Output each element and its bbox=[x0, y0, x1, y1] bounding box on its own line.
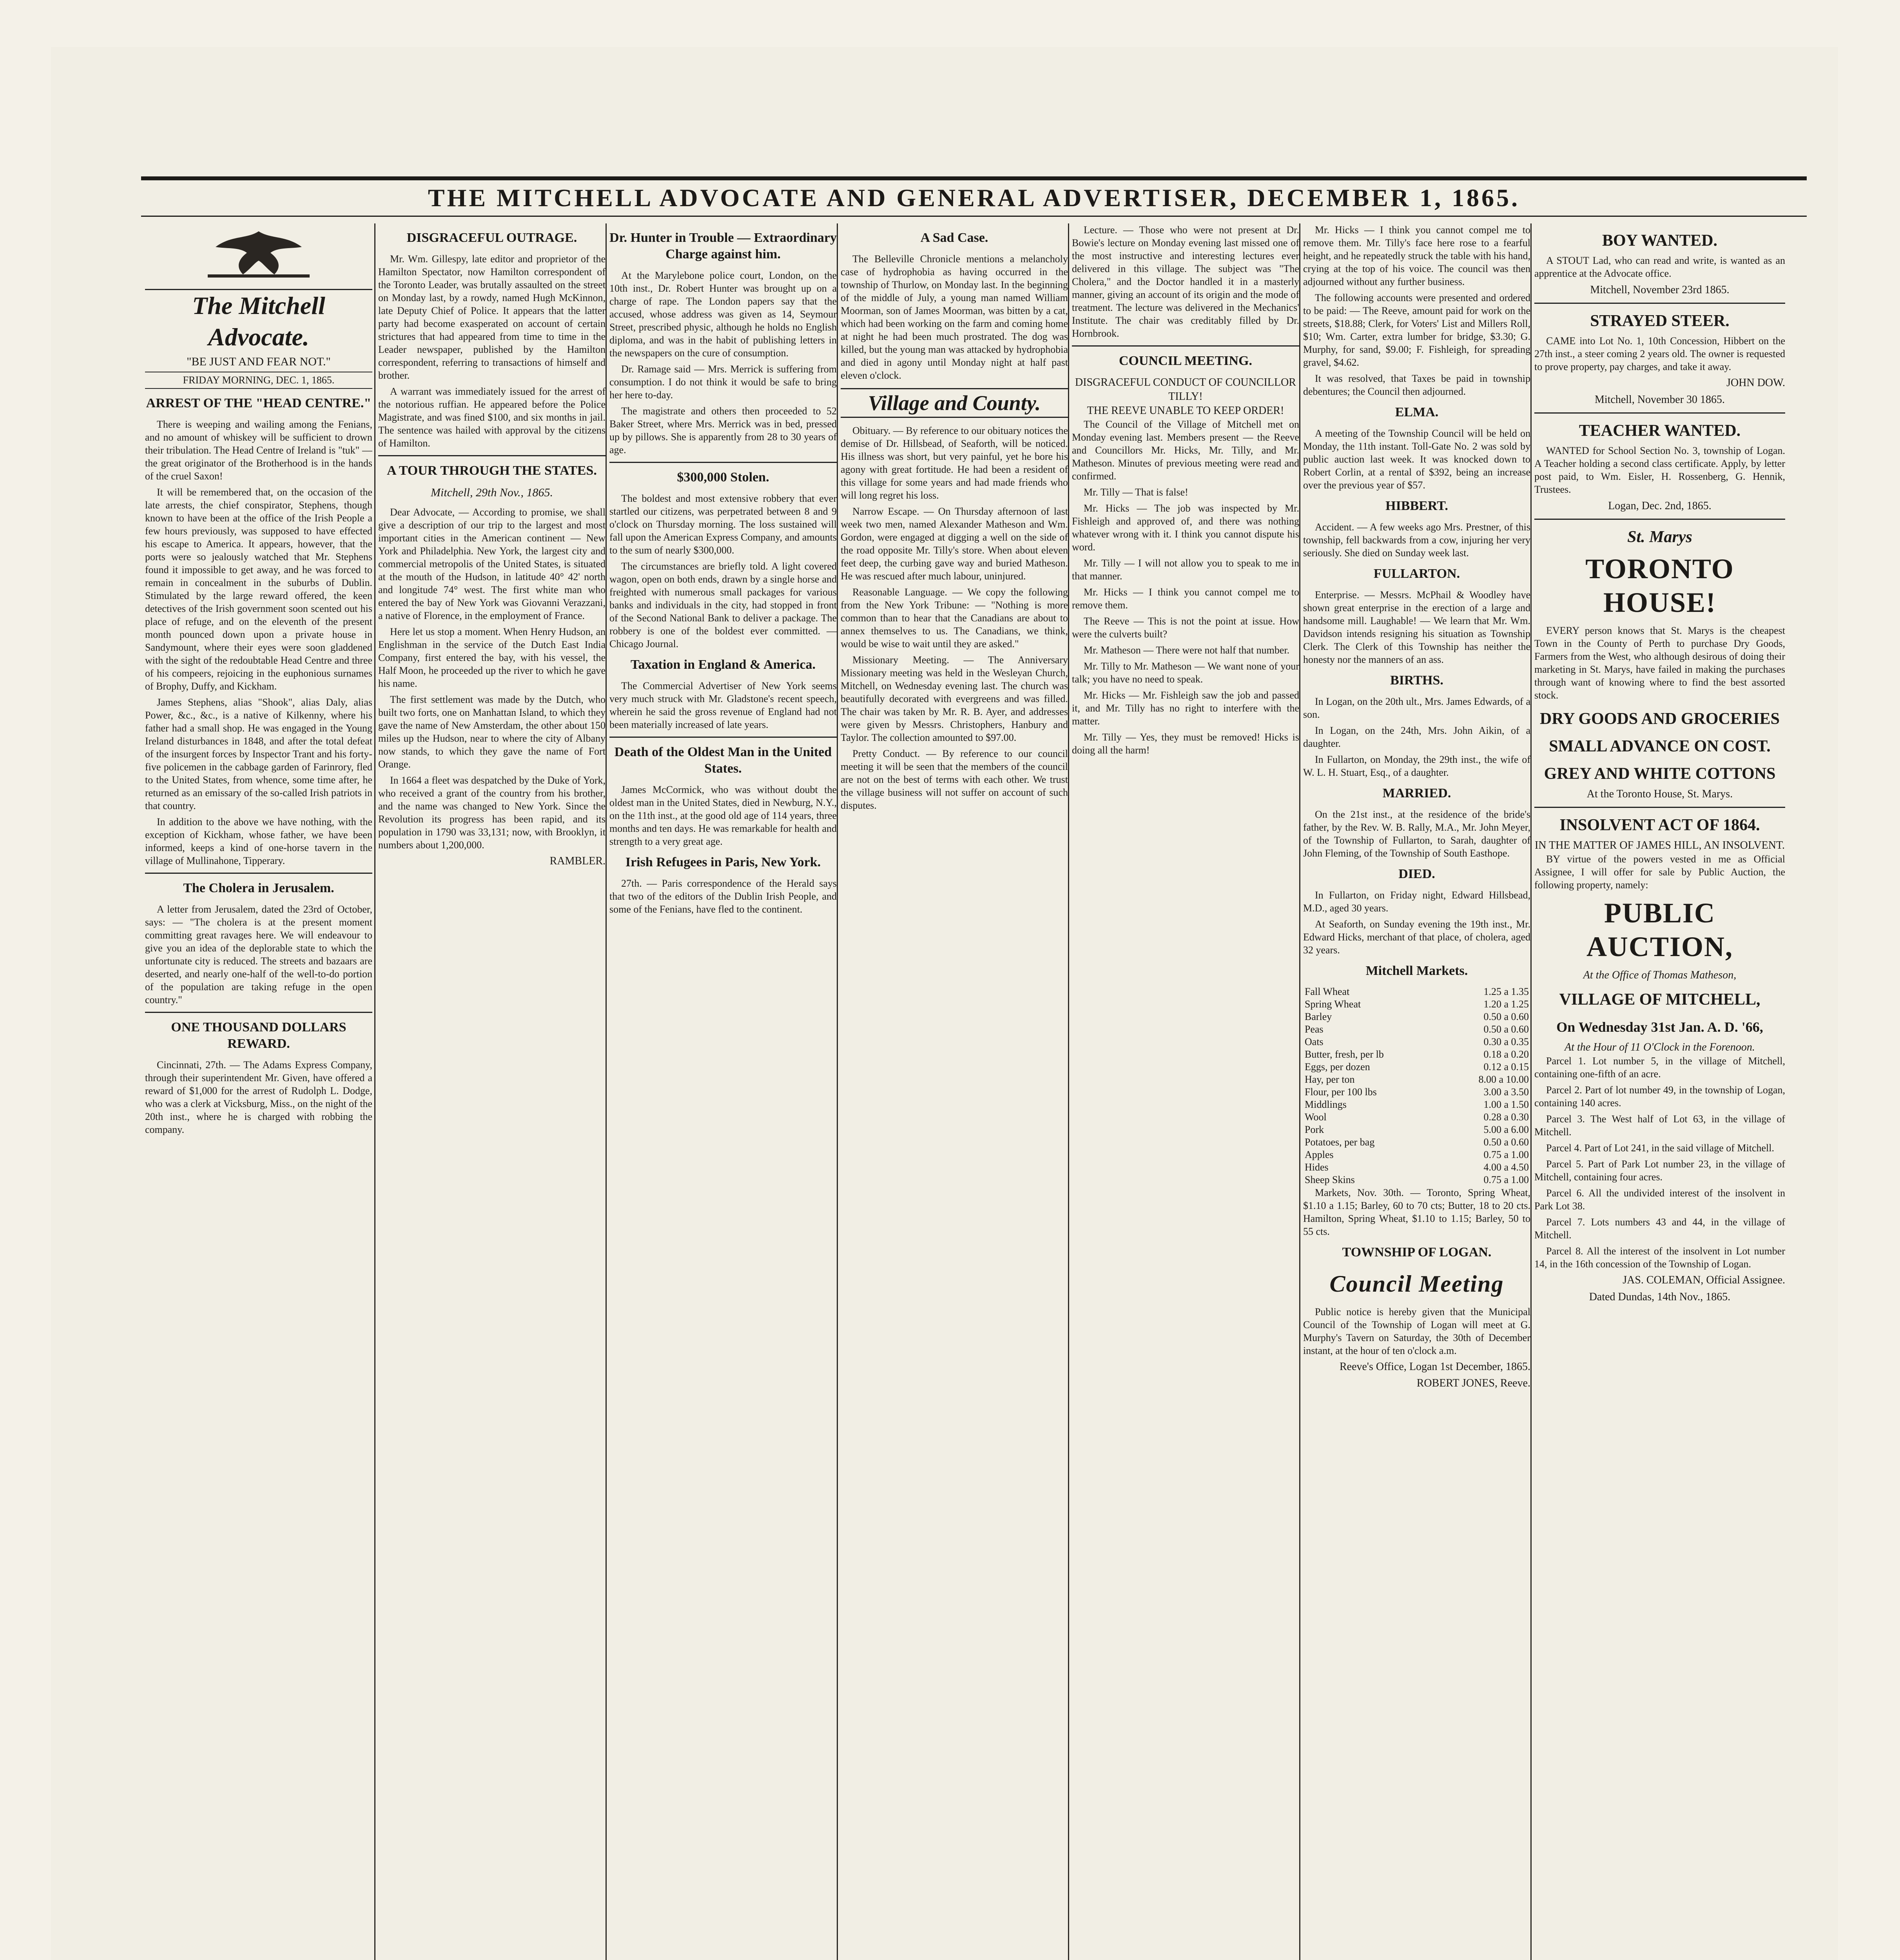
ad-text: BY virtue of the powers vested in me as Official Assignee, I will offer for sale by Public Auction, the following property, namely: bbox=[1534, 853, 1785, 891]
markets-title: Mitchell Markets. bbox=[1365, 964, 1468, 978]
article-paragraph: It was resolved, that Taxes be paid in township debentures; the Council then adjourned. bbox=[1303, 373, 1530, 397]
column-rule bbox=[374, 223, 375, 1960]
article-paragraph: Here let us stop a moment. When Henry Hudson, an Englishman in the service of the Dutch East India Company, first entered the bay, with his vessel, the Half Moon, he proceeded up the river to which he gave his name. bbox=[378, 626, 606, 689]
article-paragraph: Accident. — A few weeks ago Mrs. Prestner, of this township, fell backwards from a cow, injuring her very seriously. She died on Sunday week last. bbox=[1303, 521, 1530, 559]
article-title: COUNCIL MEETING. bbox=[1119, 354, 1253, 368]
article-paragraph: James Stephens, alias "Shook", alias Daly, alias Power, &c., &c., is a native of Kilkenny, where his father had a small shop. He was engaged in the Young Ireland disturbances in 1848, and after the total defeat of the insurgent forces by Inspector Trant and his forty-five policemen in the cabbage garden of Farinrory, fled to the United States, from whence, some time after, he returned as an emissary of the so-called Irish patriots in that country. bbox=[145, 697, 372, 811]
article-dateline: Mitchell, 29th Nov., 1865. bbox=[431, 486, 553, 499]
article-paragraph: Obituary. — By reference to our obituary notices the demise of Dr. Hillsbead, of Seaforth, will be noticed. His illness was short, but very painful, yet he bore his agony with great fortitude. He had been a resident of this village for some years and had made friends who will long regret his loss. bbox=[841, 425, 1068, 501]
market-item: Eggs, per dozen bbox=[1305, 1061, 1370, 1073]
issue-date: FRIDAY MORNING, DEC. 1, 1865. bbox=[145, 372, 372, 389]
market-item: Pork bbox=[1305, 1124, 1324, 1135]
notice-title: ONE THOUSAND DOLLARS REWARD. bbox=[171, 1020, 346, 1051]
market-item: Peas bbox=[1305, 1024, 1323, 1035]
masthead-title: THE MITCHELL ADVOCATE AND GENERAL ADVERTISER, DECEMBER 1, 1865. bbox=[428, 184, 1520, 212]
market-value: 8.00 a 10.00 bbox=[1478, 1074, 1529, 1085]
auction-place: At the Office of Thomas Matheson, bbox=[1583, 969, 1737, 981]
article-paragraph: Mr. Wm. Gillespy, late editor and proprietor of the Hamilton Spectator, now Hamilton correspondent of the Toronto Leader, was brutally assaulted on the street on Monday last, by a rowdy, named Hugh McKinnon, late Deputy Chief of Police. It appears that the latter party had become exasperated on account of certain strictures that had appeared from time to time in the Leader newspaper, published by the Hamilton correspondent, referring to transactions of himself and brother. bbox=[378, 253, 606, 381]
ad-goods: DRY GOODS AND GROCERIES bbox=[1540, 710, 1780, 728]
list-item: Parcel 1. Lot number 5, in the village of Mitchell, containing one-fifth of an acre. bbox=[1534, 1055, 1785, 1080]
market-item: Sheep Skins bbox=[1305, 1174, 1355, 1185]
article-paragraph: Mr. Tilly — I will not allow you to speak to me in that manner. bbox=[1072, 557, 1299, 582]
market-value: 0.50 a 0.60 bbox=[1483, 1136, 1529, 1148]
column-rule bbox=[1530, 223, 1532, 1960]
ad-signature: JOHN DOW. bbox=[1726, 377, 1785, 389]
section-heading: ELMA. bbox=[1395, 405, 1439, 419]
table-row bbox=[1303, 985, 1530, 998]
market-item: Wool bbox=[1305, 1111, 1327, 1123]
table-row bbox=[1303, 1149, 1530, 1161]
list-item: Parcel 8. All the interest of the insolvent in Lot number 14, in the 16th concession of the Township of Logan. bbox=[1534, 1245, 1785, 1270]
article-paragraph: The following accounts were presented and ordered to be paid: — The Reeve, amount paid for work on the streets, $18.88; Clerk, for Voters' List and Millers Roll, $10; Wm. Carter, extra lumber for bridge, $3.30; G. Murphy, for sand, $9.00; F. Fishleigh, for spreading gravel, $4.62. bbox=[1303, 292, 1530, 368]
table-row bbox=[1303, 1174, 1530, 1186]
divider bbox=[609, 737, 837, 738]
market-item: Hay, per ton bbox=[1305, 1074, 1355, 1085]
table-row bbox=[1303, 1161, 1530, 1174]
divider bbox=[1534, 303, 1785, 304]
list-item: Parcel 5. Part of Park Lot number 23, in the village of Mitchell, containing four acres. bbox=[1534, 1158, 1785, 1183]
ad-subtitle: IN THE MATTER OF JAMES HILL, AN INSOLVENT. bbox=[1534, 839, 1785, 851]
markets-table-body bbox=[1303, 985, 1530, 1186]
article-paragraph: Narrow Escape. — On Thursday afternoon of last week two men, named Alexander Matheson and Wm. Gordon, were engaged at digging a well on the side of the road opposite Mr. Tilly's store. When about eleven feet deep, the curbing gave way and buried Matheson. He was rescued after much labour, uninjured. bbox=[841, 506, 1068, 582]
article-paragraph: At the Marylebone police court, London, on the 10th inst., Dr. Robert Hunter was brought up on a charge of rape. The London papers say that the accused, whose address was given as 14, Seymour Street, prescribed physic, although he holds no English diploma, and was in the habit of publishing letters in the newspapers on the cure of consumption. bbox=[609, 270, 837, 359]
article-paragraph: Mr. Hicks — Mr. Fishleigh saw the job and passed it, and Mr. Tilly has no right to interfere with the matter. bbox=[1072, 690, 1299, 727]
market-value: 0.75 a 1.00 bbox=[1483, 1149, 1529, 1160]
article-paragraph: Lecture. — Those who were not present at Dr. Bowie's lecture on Monday evening last missed one of the most instructive and interesting lectures ever delivered in this village. The subject was "The Cholera," and the Doctor handled it in a masterly manner, giving an account of its origin and the mode of treatment. The lecture was delivered in the Mechanics' Institute. The chair was creditably filled by Dr. Hornbrook. bbox=[1072, 224, 1299, 339]
section-heading: TOWNSHIP OF LOGAN. bbox=[1342, 1245, 1492, 1259]
auction-time: At the Hour of 11 O'Clock in the Forenoon. bbox=[1565, 1041, 1755, 1053]
list-item: In Fullarton, on Monday, the 29th inst., the wife of W. L. H. Stuart, Esq., of a daughter. bbox=[1303, 754, 1530, 778]
market-value: 1.20 a 1.25 bbox=[1483, 998, 1529, 1010]
article-title: Taxation in England & America. bbox=[631, 657, 816, 672]
column-4 bbox=[841, 223, 1068, 1960]
motto: "BE JUST AND FEAR NOT." bbox=[187, 355, 331, 368]
article-signature: RAMBLER. bbox=[549, 855, 606, 867]
ad-title: BOY WANTED. bbox=[1602, 232, 1718, 250]
article-paragraph: Mr. Tilly to Mr. Matheson — We want none of your talk; you have no need to speak. bbox=[1072, 661, 1299, 685]
market-value: 1.25 a 1.35 bbox=[1483, 986, 1529, 997]
divider bbox=[378, 455, 606, 456]
list-item: Parcel 2. Part of lot number 49, in the township of Logan, containing 140 acres. bbox=[1534, 1084, 1785, 1109]
column-7 bbox=[1534, 223, 1785, 1960]
column-5 bbox=[1072, 223, 1299, 1960]
market-value: 0.12 a 0.15 bbox=[1483, 1061, 1529, 1073]
market-value: 1.00 a 1.50 bbox=[1483, 1099, 1529, 1110]
council-signature-office: Reeve's Office, Logan 1st December, 1865. bbox=[1339, 1361, 1530, 1373]
table-row bbox=[1303, 1086, 1530, 1098]
article-title: $300,000 Stolen. bbox=[677, 470, 769, 485]
article-paragraph: The magistrate and others then proceeded to 52 Baker Street, where Mrs. Merrick was in bed, pressed up by pillows. She is apparently from 28 to 30 years of age. bbox=[609, 405, 837, 456]
column-2 bbox=[378, 223, 606, 1960]
article-paragraph: Mr. Hicks — The job was inspected by Mr. Fishleigh and approved of, and there was nothing whatever wrong with it. I think you cannot dispute his word. bbox=[1072, 503, 1299, 553]
divider bbox=[609, 462, 837, 463]
column-rule bbox=[837, 223, 838, 1960]
market-value: 5.00 a 6.00 bbox=[1483, 1124, 1529, 1135]
market-item: Apples bbox=[1305, 1149, 1334, 1160]
table-row bbox=[1303, 1111, 1530, 1123]
table-row bbox=[1303, 1073, 1530, 1086]
table-row bbox=[1303, 1023, 1530, 1036]
table-row bbox=[1303, 1036, 1530, 1048]
column-3 bbox=[609, 223, 837, 1960]
article-paragraph: In 1664 a fleet was despatched by the Duke of York, who received a grant of the country from his brother, and the name was changed to New York. Since the Revolution its progress has been rapid, and its population in 1790 was 33,131; now, with Brooklyn, it numbers about 1,200,000. bbox=[378, 775, 606, 851]
ad-title: STRAYED STEER. bbox=[1590, 312, 1730, 330]
list-item: In Logan, on the 20th ult., Mrs. James Edwards, of a son. bbox=[1303, 696, 1530, 720]
ad-cottons: GREY AND WHITE COTTONS bbox=[1544, 765, 1776, 783]
article-paragraph: The first settlement was made by the Dutch, who built two forts, one on Manhattan Island, to which they gave the name of New Amsterdam, the other about 150 miles up the Hudson, near to where the city of Albany now stands, to which they gave the name of Fort Orange. bbox=[378, 694, 606, 770]
section-heading: HIBBERT. bbox=[1385, 499, 1448, 513]
section-heading: MARRIED. bbox=[1382, 786, 1451, 800]
market-value: 0.50 a 0.60 bbox=[1483, 1024, 1529, 1035]
column-1 bbox=[145, 223, 372, 1960]
ad-title: TEACHER WANTED. bbox=[1579, 422, 1741, 440]
article-subtitle: THE REEVE UNABLE TO KEEP ORDER! bbox=[1087, 405, 1284, 417]
ad-date: Mitchell, November 30 1865. bbox=[1594, 394, 1725, 406]
market-item: Hides bbox=[1305, 1161, 1329, 1173]
divider bbox=[1534, 519, 1785, 520]
ad-date: Mitchell, November 23rd 1865. bbox=[1590, 284, 1730, 296]
article-paragraph: Dr. Ramage said — Mrs. Merrick is suffering from consumption. I do not think it would be safe to bring her here to-day. bbox=[609, 363, 837, 401]
article-paragraph: James McCormick, who was without doubt the oldest man in the United States, died in Newburg, N.Y., on the 11th inst., at the good old age of 114 years, three months and ten days. He was remarkable for health and strength to a very great age. bbox=[609, 784, 837, 847]
auction-headline: PUBLIC AUCTION, bbox=[1586, 897, 1733, 962]
ad-signature: JAS. COLEMAN, Official Assignee. bbox=[1623, 1274, 1785, 1286]
market-value: 0.18 a 0.20 bbox=[1483, 1049, 1529, 1060]
eagle-crest-icon bbox=[145, 223, 372, 284]
article-paragraph: Mr. Hicks — I think you cannot compel me to remove them. bbox=[1072, 586, 1299, 611]
divider bbox=[145, 873, 372, 874]
ad-text: A STOUT Lad, who can read and write, is wanted as an apprentice at the Advocate office. bbox=[1534, 255, 1785, 279]
market-value: 0.75 a 1.00 bbox=[1483, 1174, 1529, 1185]
article-paragraph: Mr. Matheson — There were not half that number. bbox=[1084, 644, 1290, 656]
markets-note: Markets, Nov. 30th. — Toronto, Spring Wheat, $1.10 a 1.15; Barley, 60 to 70 cts; Butter, 18 to 20 cts. Hamilton, Spring Wheat, $1.10 to 1.15; Barley, 50 to 55 cts. bbox=[1303, 1187, 1530, 1237]
article-title: DISGRACEFUL OUTRAGE. bbox=[406, 230, 577, 245]
ad-text: EVERY person knows that St. Marys is the cheapest Town in the County of Perth to purchase Dry Goods, Farmers from the West, who although desirous of doing their marketing in St. Marys, have failed in making the purchases through want of knowing where to find the best assorted stock. bbox=[1534, 625, 1785, 701]
article-paragraph: Mr. Tilly — That is false! bbox=[1084, 486, 1188, 498]
article-paragraph: Mr. Tilly — Yes, they must be removed! Hicks is doing all the harm! bbox=[1072, 731, 1299, 756]
article-paragraph: The Commercial Advertiser of New York seems very much struck with Mr. Gladstone's recent speech, wherein he said the gross revenue of England had not been materially increased of late years. bbox=[609, 680, 837, 730]
article-paragraph: There is weeping and wailing among the Fenians, and no amount of whiskey will be sufficient to drown their tribulation. The Head Centre of Ireland is "tuk" — the great originator of the Brotherhood is in the hands of the cruel Saxon! bbox=[145, 419, 372, 482]
market-value: 0.28 a 0.30 bbox=[1483, 1111, 1529, 1123]
ad-text: WANTED for School Section No. 3, township of Logan. A Teacher holding a second class certificate. Apply, by letter post paid, to Wm. Eisler, H. Rossenberg, G. Hennik, Trustees. bbox=[1534, 445, 1785, 495]
list-item: Parcel 3. The West half of Lot 63, in the village of Mitchell. bbox=[1534, 1113, 1785, 1138]
article-title: A Sad Case. bbox=[920, 230, 988, 245]
section-heading: BIRTHS. bbox=[1390, 673, 1443, 688]
article-paragraph: A letter from Jerusalem, dated the 23rd of October, says: — "The cholera is at the present moment committing great ravages here. We will endeavour to give you an idea of the deplorable state to which the unfortunate city is reduced. The streets and bazaars are deserted, and nearly one-half of the well-to-do portion of the population are taking refuge in the open country." bbox=[145, 904, 372, 1005]
article-paragraph: Enterprise. — Messrs. McPhail & Woodley have shown great enterprise in the erection of a large and handsome mill. Laughable! — We learn that Mr. Wm. Davidson intends resigning his situation as Township Clerk. The Clerk of this Township has neither the honesty nor the manners of an ass. bbox=[1303, 589, 1530, 665]
article-title: The Cholera in Jerusalem. bbox=[183, 881, 334, 895]
ad-signature: At the Toronto House, St. Marys. bbox=[1586, 788, 1733, 800]
list-item: At Seaforth, on Sunday evening the 19th inst., Mr. Edward Hicks, merchant of that place, of cholera, aged 32 years. bbox=[1303, 918, 1530, 956]
table-row bbox=[1303, 1061, 1530, 1073]
article-title: Death of the Oldest Man in the United States. bbox=[614, 745, 832, 776]
market-item: Flour, per 100 lbs bbox=[1305, 1086, 1377, 1098]
list-item: In Fullarton, on Friday night, Edward Hillsbead, M.D., aged 30 years. bbox=[1303, 889, 1530, 914]
divider bbox=[145, 1012, 372, 1013]
article-paragraph: Reasonable Language. — We copy the following from the New York Tribune: — "Nothing is more common than to hear that the Canadians are about to annex themselves to us. The Canadians, we think, would be wise to wait until they are asked." bbox=[841, 586, 1068, 650]
auction-date: On Wednesday 31st Jan. A. D. '66, bbox=[1556, 1019, 1763, 1035]
table-row bbox=[1303, 1048, 1530, 1061]
table-row bbox=[1303, 1123, 1530, 1136]
masthead bbox=[141, 176, 1807, 217]
column-rule bbox=[1068, 223, 1069, 1960]
article-paragraph: The circumstances are briefly told. A light covered wagon, open on both ends, drawn by a single horse and freighted with numerous small packages for various banks and individuals in the city, had stopped in front of the Second National Bank to deliver a package. The robbery is one of the boldest ever committed. — Chicago Journal. bbox=[609, 561, 837, 650]
table-row bbox=[1303, 998, 1530, 1011]
section-heading: DIED. bbox=[1398, 867, 1435, 881]
ad-headline: TORONTO HOUSE! bbox=[1585, 553, 1734, 618]
list-item: Parcel 6. All the undivided interest of the insolvent in Park Lot 38. bbox=[1534, 1187, 1785, 1212]
article-paragraph: The Council of the Village of Mitchell met on Monday evening last. Members present — the Reeve and Councillors Mr. Hicks, Mr. Tilly, and Mr. Matheson. Minutes of previous meeting were read and confirmed. bbox=[1072, 419, 1299, 482]
article-subtitle: DISGRACEFUL CONDUCT OF COUNCILLOR TILLY! bbox=[1075, 376, 1296, 403]
article-paragraph: 27th. — Paris correspondence of the Herald says that two of the editors of the Dublin Irish People, and some of the Fenians, have fled to the continent. bbox=[609, 878, 837, 915]
divider bbox=[1072, 345, 1299, 347]
auction-village: VILLAGE OF MITCHELL, bbox=[1559, 991, 1760, 1009]
list-item: In Logan, on the 24th, Mrs. John Aikin, of a daughter. bbox=[1303, 725, 1530, 749]
list-item: Parcel 4. Part of Lot 241, in the said village of Mitchell. bbox=[1546, 1142, 1774, 1154]
market-item: Butter, fresh, per lb bbox=[1305, 1049, 1384, 1060]
market-value: 0.50 a 0.60 bbox=[1483, 1011, 1529, 1022]
article-title: Irish Refugees in Paris, New York. bbox=[625, 855, 821, 869]
market-item: Fall Wheat bbox=[1305, 986, 1350, 997]
market-value: 4.00 a 4.50 bbox=[1483, 1161, 1529, 1173]
article-paragraph: The Reeve — This is not the point at issue. How were the culverts built? bbox=[1072, 615, 1299, 640]
section-heading: FULLARTON. bbox=[1373, 566, 1460, 581]
table-row bbox=[1303, 1136, 1530, 1149]
ad-title: INSOLVENT ACT OF 1864. bbox=[1559, 816, 1760, 834]
section-title: Village and County. bbox=[841, 388, 1068, 418]
list-item: On the 21st inst., at the residence of the bride's father, by the Rev. W. B. Rally, M.A., Mr. John Meyer, of the Township of Fullarton, to Sarah, daughter of John Fleming, of the Township of South Easthope. bbox=[1303, 809, 1530, 859]
ad-date: Logan, Dec. 2nd, 1865. bbox=[1608, 500, 1711, 512]
article-paragraph: In addition to the above we have nothing, with the exception of Kickham, whose father, we have been informed, keeps a kind of one-horse tavern in the village of Mullinahone, Tipperary. bbox=[145, 816, 372, 866]
article-paragraph: Missionary Meeting. — The Anniversary Missionary meeting was held in the Wesleyan Church, Mitchell, on Wednesday evening last. The church was beautifully decorated with evergreens and was filled. The chair was taken by Mr. R. B. Ayer, and addresses were given by Messrs. Christophers, Hanbury and Taylor. The collection amounted to $97.00. bbox=[841, 654, 1068, 743]
table-row bbox=[1303, 1098, 1530, 1111]
article-paragraph: Public notice is hereby given that the Municipal Council of the Township of Logan will meet at G. Murphy's Tavern on Saturday, the 30th of December instant, at the hour of ten o'clock a.m. bbox=[1303, 1306, 1530, 1356]
article-paragraph: A meeting of the Township Council will be held on Monday, the 11th instant. Toll-Gate No. 2 was sold by public auction last week. It was knocked down to Robert Corlin, at a rental of $392, being an increase over the previous year of $57. bbox=[1303, 428, 1530, 491]
market-item: Middlings bbox=[1305, 1099, 1347, 1110]
divider bbox=[1534, 412, 1785, 414]
notice-text: Cincinnati, 27th. — The Adams Express Company, through their superintendent Mr. Given, have offered a reward of $1,000 for the arrest of Rudolph L. Dodge, who was a clerk at Vicksburg, Miss., on the night of the 20th inst., where he is charged with robbing the company. bbox=[145, 1059, 372, 1135]
column-rule bbox=[606, 223, 607, 1960]
market-item: Potatoes, per bag bbox=[1305, 1136, 1375, 1148]
article-title: ARREST OF THE "HEAD CENTRE." bbox=[146, 396, 372, 410]
article-paragraph: The boldest and most extensive robbery that ever startled our citizens, was perpetrated between 8 and 9 o'clock on Thursday morning. The loss sustained will fall upon the American Express Company, and amounts to the sum of nearly $300,000. bbox=[609, 493, 837, 556]
ad-place: St. Marys bbox=[1627, 528, 1692, 546]
market-item: Spring Wheat bbox=[1305, 998, 1361, 1010]
article-paragraph: Dear Advocate, — According to promise, we shall give a description of our trip to the largest and most important cities in the American continent — New York and Philadelphia. New York, the largest city and commercial metropolis of the United States, is situated at the mouth of the Hudson, in latitude 40° 42' north and longitude 74° west. The first white man who entered the bay of New York was Giovanni Verazzani, a native of Florence, in the employment of France. bbox=[378, 506, 606, 621]
article-title: A TOUR THROUGH THE STATES. bbox=[387, 463, 597, 478]
council-signature-name: ROBERT JONES, Reeve. bbox=[1416, 1377, 1530, 1389]
column-rule bbox=[1299, 223, 1300, 1960]
ad-date: Dated Dundas, 14th Nov., 1865. bbox=[1589, 1291, 1731, 1303]
article-paragraph: Pretty Conduct. — By reference to our council meeting it will be seen that the members of the council are not on the best of terms with each other. We trust the village business will not suffer on account of such disputes. bbox=[841, 748, 1068, 811]
ad-text: CAME into Lot No. 1, 10th Concession, Hibbert on the 27th inst., a steer coming 2 years old. The owner is requested to prove property, pay charges, and take it away. bbox=[1534, 335, 1785, 372]
divider bbox=[1534, 807, 1785, 808]
table-row bbox=[1303, 1011, 1530, 1023]
market-item: Barley bbox=[1305, 1011, 1332, 1022]
article-title: Dr. Hunter in Trouble — Extraordinary Charge against him. bbox=[609, 230, 837, 261]
article-paragraph: The Belleville Chronicle mentions a melancholy case of hydrophobia as having occurred in the township of Thurlow, on Monday last. In the beginning of the middle of July, a young man named William Moorman, son of James Moorman, was bitten by a cat, which had been working on the farm and coming home at night he had been much prostrated. The dog was killed, but the young man was attacked by hydrophobia and died in agony until Monday night at half past eleven o'clock. bbox=[841, 253, 1068, 381]
article-paragraph: It will be remembered that, on the occasion of the late arrests, the chief conspirator, Stephens, though known to have been at the office of the Irish People a few hours previously, was supposed to have effected his escape to America. It appears, however, that the ports were so jealously watched that Mr. Stephens found it impossible to get away, and he was forced to remain in concealment in the suburbs of Dublin. Stimulated by the large reward offered, the keen detectives of the Irish government soon scented out his place of refuge, and on the eleventh of the present month pounced down upon a private house in Sandymount, where their eyes were soon gladdened with the sight of the redoubtable Head Centre and three of his compeers, rejoicing in the euphonious surnames of Brophy, Duffy, and Kickham. bbox=[145, 486, 372, 692]
ad-advance: SMALL ADVANCE ON COST. bbox=[1549, 737, 1771, 755]
markets-table bbox=[1303, 985, 1530, 1186]
market-value: 0.30 a 0.35 bbox=[1483, 1036, 1529, 1047]
market-value: 3.00 a 3.50 bbox=[1483, 1086, 1529, 1098]
article-paragraph: A warrant was immediately issued for the arrest of the notorious ruffian. He appeared before the Police Magistrate, and was fined $100, and six months in jail. The sentence was hailed with approval by the citizens of Hamilton. bbox=[378, 386, 606, 449]
market-item: Oats bbox=[1305, 1036, 1323, 1047]
column-6 bbox=[1303, 223, 1530, 1960]
article-paragraph: Mr. Hicks — I think you cannot compel me to remove them. Mr. Tilly's face here rose to a fearful height, and he repeatedly struck the table with his hand, crying at the top of his voice. The council was then adjourned without any further business. bbox=[1303, 224, 1530, 287]
council-meeting-title: Council Meeting bbox=[1329, 1271, 1504, 1297]
list-item: Parcel 7. Lots numbers 43 and 44, in the village of Mitchell. bbox=[1534, 1216, 1785, 1241]
paper-title: The Mitchell Advocate. bbox=[145, 289, 372, 353]
